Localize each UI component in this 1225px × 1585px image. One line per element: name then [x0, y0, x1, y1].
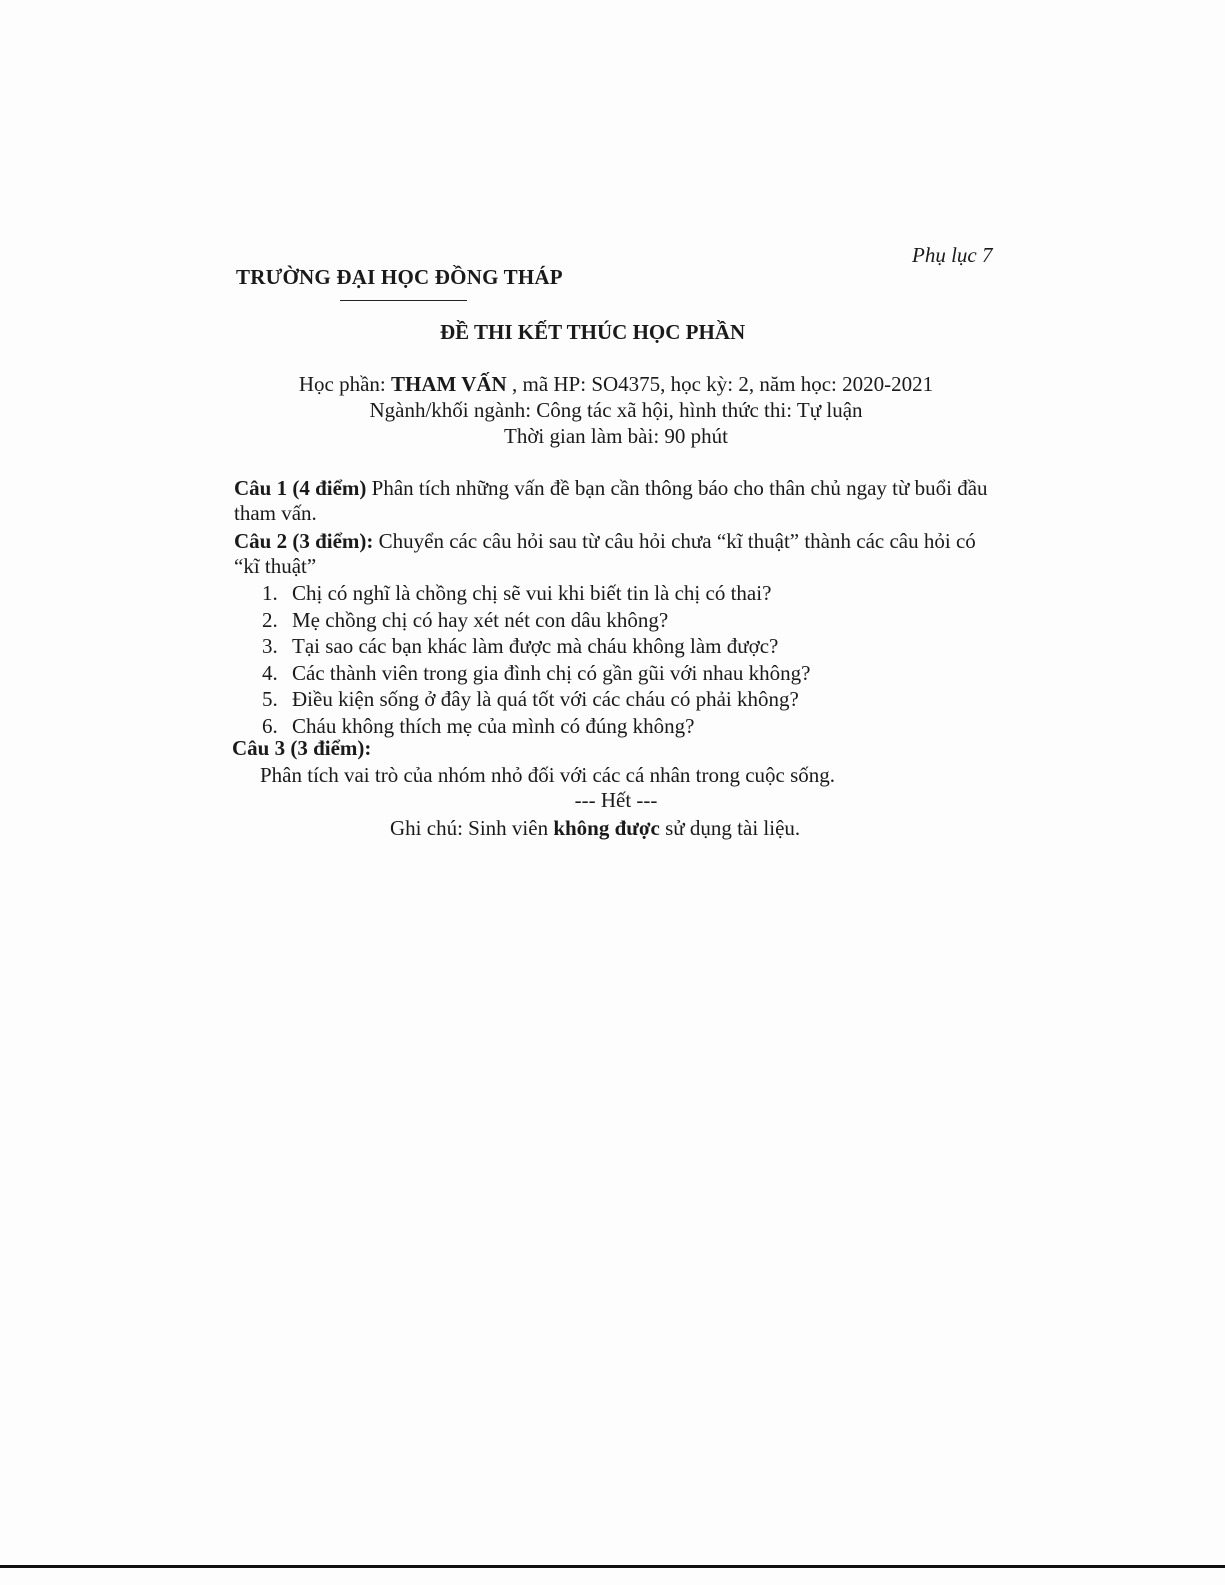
school-underline: [340, 300, 467, 301]
list-item: [262, 607, 902, 634]
major-info: Ngành/khối ngành: Công tác xã hội, hình thức thi: Tự luận: [369, 398, 863, 422]
list-item: [262, 686, 902, 713]
appendix-label: Phụ lục 7: [912, 243, 993, 267]
note-suffix: sử dụng tài liệu.: [659, 816, 801, 840]
course-info: [236, 372, 996, 397]
item-number: 5.: [262, 687, 278, 711]
school-name: TRƯỜNG ĐẠI HỌC ĐỒNG THÁP: [236, 265, 563, 289]
question-1-label: Câu 1 (4 điểm): [234, 476, 367, 500]
item-text: Mẹ chồng chị có hay xét nét con dâu không?: [292, 607, 669, 632]
course-name: THAM VẤN: [391, 372, 507, 396]
course-suffix: , mã HP: SO4375, học kỳ: 2, năm học: 2020-2021: [506, 372, 934, 396]
item-number: 4.: [262, 660, 278, 685]
item-number: 1.: [262, 581, 278, 605]
question-2-text: Chuyển các câu hỏi sau từ câu hỏi chưa “kĩ thuật” thành các câu hỏi có “kĩ thuật”: [234, 529, 976, 578]
end-mark: --- Hết ---: [574, 788, 658, 812]
question-3-text: Phân tích vai trò của nhóm nhỏ đối với các cá nhân trong cuộc sống.: [260, 763, 836, 787]
course-prefix: Học phần:: [298, 372, 392, 396]
scan-bottom-edge: [0, 1565, 1225, 1568]
list-item: [262, 660, 902, 687]
item-text: Điều kiện sống ở đây là quá tốt với các cháu có phải không?: [292, 687, 799, 711]
note-prefix: Ghi chú: Sinh viên: [390, 816, 554, 840]
note-bold: không được: [553, 816, 660, 840]
item-text: Chị có nghĩ là chồng chị sẽ vui khi biết tin là chị có thai?: [292, 581, 772, 605]
question-1: [234, 476, 1004, 526]
question-1-text: Phân tích những vấn đề bạn cần thông báo cho thân chủ ngay từ buổi đầu tham vấn.: [234, 476, 988, 525]
question-2-items: [262, 580, 902, 739]
item-number: 6.: [262, 713, 278, 738]
item-number: 2.: [262, 607, 278, 632]
duration-info: Thời gian làm bài: 90 phút: [504, 424, 728, 448]
list-item: [262, 580, 902, 607]
item-text: Các thành viên trong gia đình chị có gần gũi với nhau không?: [292, 660, 811, 685]
item-number: 3.: [262, 634, 278, 658]
item-text: Cháu không thích mẹ của mình có đúng không?: [292, 713, 695, 738]
question-2-label: Câu 2 (3 điểm):: [234, 529, 374, 553]
question-3-label: Câu 3 (3 điểm):: [232, 736, 372, 760]
footer-note: [390, 816, 800, 841]
question-2: [234, 529, 1004, 579]
item-text: Tại sao các bạn khác làm được mà cháu không làm được?: [292, 634, 779, 658]
list-item: [262, 633, 902, 660]
exam-title: ĐỀ THI KẾT THÚC HỌC PHẦN: [440, 320, 746, 344]
